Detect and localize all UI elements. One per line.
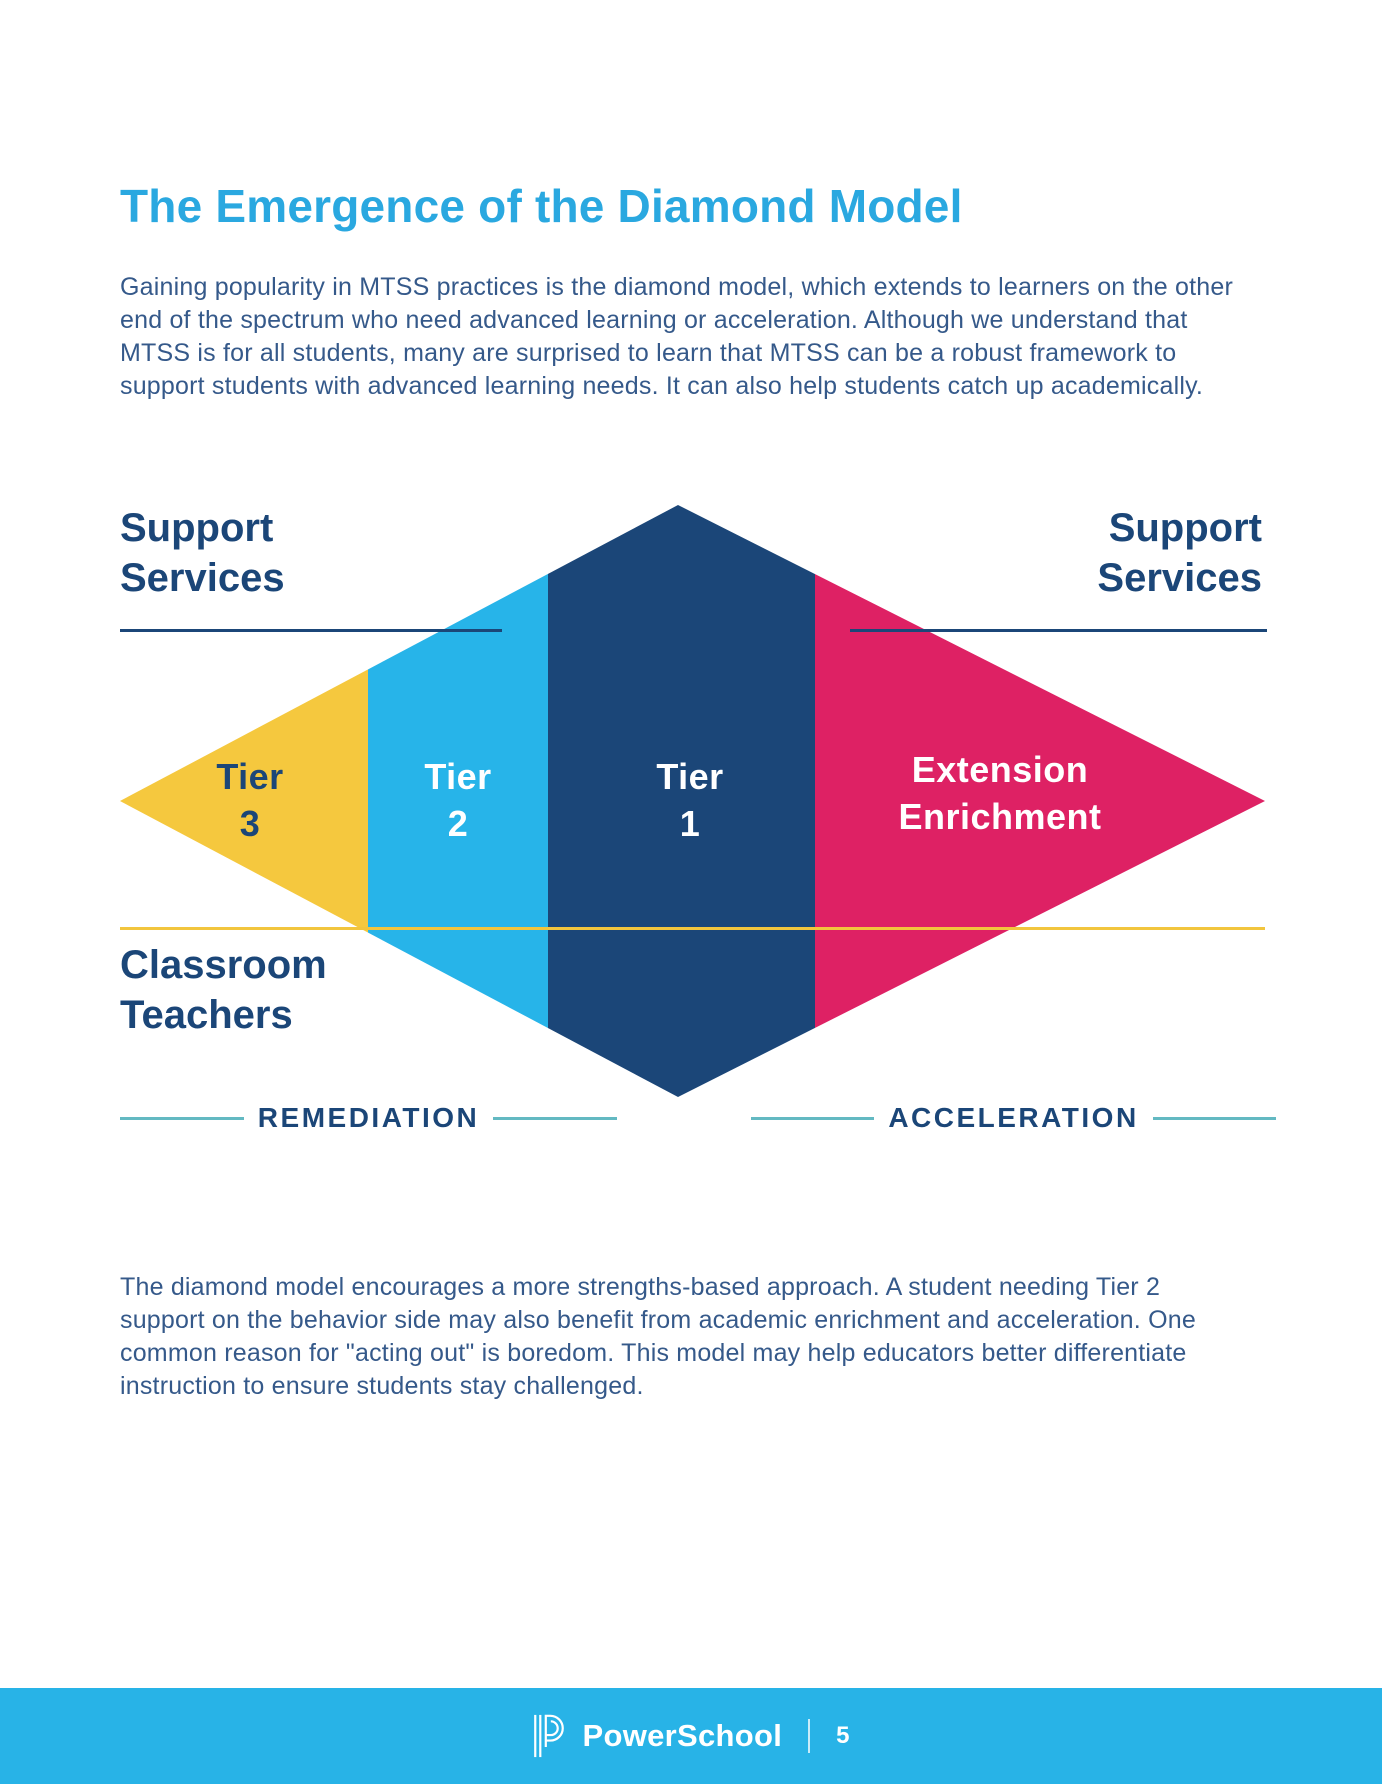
support-underline-right xyxy=(850,629,1267,632)
brand-name: PowerSchool xyxy=(582,1718,783,1753)
intro-paragraph: Gaining popularity in MTSS practices is the diamond model, which extends to learners on the other end of the spectrum who need advanced learning or acceleration. Although we understand that MTSS is for all students, many are surprised to learn that MTSS can be a robust framework to support students with advanced learning needs. It can also help students catch up academically. xyxy=(120,273,1234,400)
classroom-teachers-divider-line xyxy=(120,927,1265,930)
remediation-axis xyxy=(120,1100,617,1136)
closing-paragraph: The diamond model encourages a more strengths-based approach. A student needing Tier 2 support on the behavior side may also benefit from academic enrichment and acceleration. One common reason for "acting out" is boredom. This model may help educators better differentiate instruction to ensure students stay challenged. xyxy=(120,1273,1196,1400)
acceleration-line-right xyxy=(1153,1117,1276,1120)
tier3-label: Tier 3 xyxy=(216,756,284,844)
support-services-label-left: Support Services xyxy=(120,506,285,600)
tier2-label: Tier 2 xyxy=(424,756,492,844)
footer-bar xyxy=(0,1688,1382,1784)
remediation-line-left xyxy=(120,1117,244,1120)
acceleration-label: ACCELERATION xyxy=(888,1102,1139,1133)
remediation-line-right xyxy=(493,1117,617,1120)
acceleration-axis xyxy=(751,1100,1276,1136)
powerschool-p-logo-icon xyxy=(532,1714,566,1758)
remediation-label: REMEDIATION xyxy=(257,1102,480,1133)
page-number: 5 xyxy=(836,1722,850,1749)
footer-divider xyxy=(808,1719,810,1753)
extension-enrichment-label: Extension Enrichment xyxy=(898,749,1102,837)
page-title: The Emergence of the Diamond Model xyxy=(120,179,963,232)
support-underline-left xyxy=(120,629,502,632)
support-services-label-right: Support Services xyxy=(1097,506,1262,600)
tier1-label: Tier 1 xyxy=(656,756,724,844)
classroom-teachers-label: Classroom Teachers xyxy=(120,943,327,1037)
acceleration-line-left xyxy=(751,1117,874,1120)
